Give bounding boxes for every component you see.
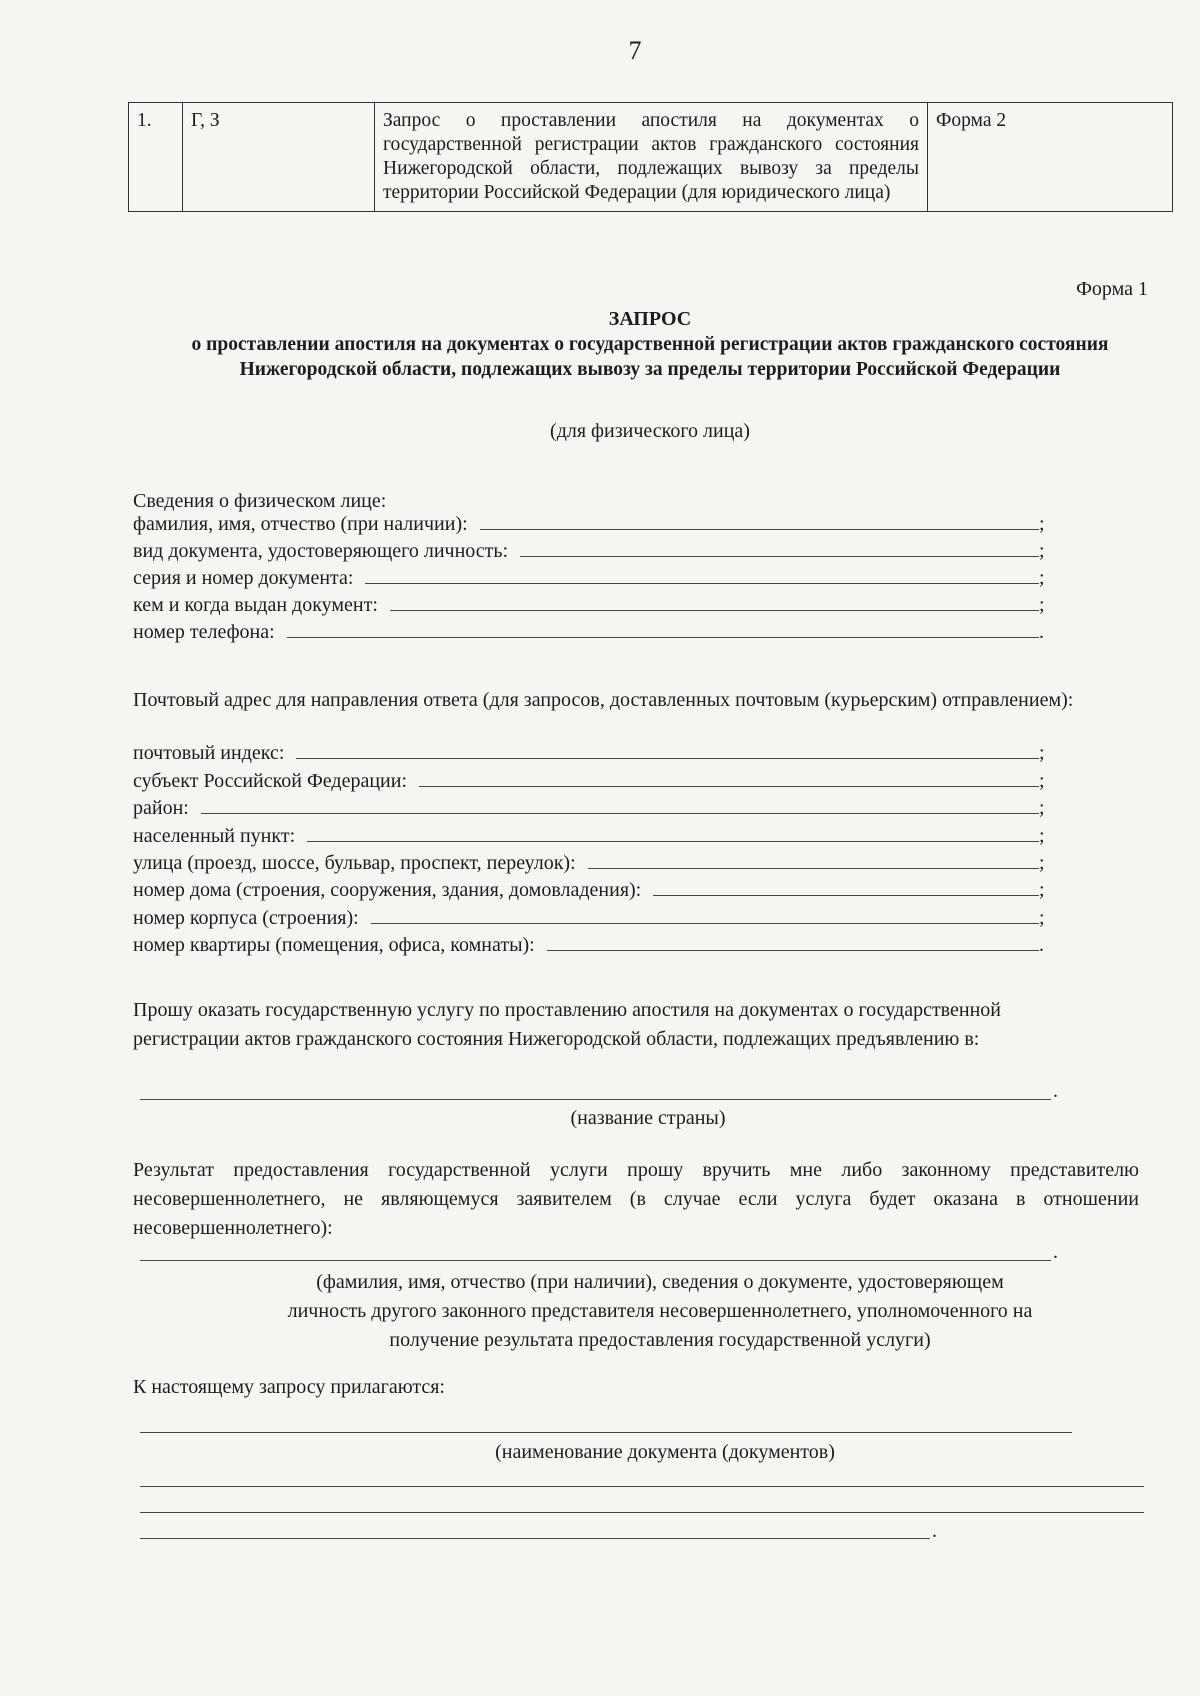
- field-label: улица (проезд, шоссе, бульвар, проспект, переулок):: [133, 852, 576, 874]
- attachments-caption: (наименование документа (документов): [495, 1441, 835, 1463]
- apartment-number-field[interactable]: номер квартиры (помещения, офиса, комнаты): .: [133, 934, 1044, 956]
- form-reference-table: [128, 102, 1173, 212]
- document-subtitle-note: (для физического лица): [550, 420, 750, 442]
- person-section-heading: Сведения о физическом лице:: [133, 490, 387, 512]
- field-label: номер квартиры (помещения, офиса, комнаты):: [133, 934, 535, 956]
- field-label: почтовый индекс:: [133, 742, 285, 764]
- field-label: номер телефона:: [133, 621, 275, 643]
- field-label: номер дома (строения, сооружения, здания, домовладения):: [133, 879, 642, 901]
- field-label: район:: [133, 797, 189, 819]
- building-number-field[interactable]: номер корпуса (строения): ;: [133, 907, 1045, 929]
- attachments-line-end: .: [932, 1520, 937, 1542]
- document-title: ЗАПРОС: [608, 308, 692, 330]
- representative-input-line[interactable]: [140, 1260, 1051, 1261]
- attachment-input-line-3[interactable]: [140, 1512, 1144, 1513]
- row-description: Запрос о проставлении апостиля на документах о государственной регистрации актов гражданского состояния Нижегородской области, подлежащих вывозу за пределы территории Российской Федерации (для юридического лица): [375, 103, 928, 212]
- address-section-heading: Почтовый адрес для направления ответа (для запросов, доставленных почтовым (курьерским) отправлением):: [133, 689, 1074, 711]
- street-field[interactable]: улица (проезд, шоссе, бульвар, проспект, переулок): ;: [133, 852, 1045, 874]
- locality-field[interactable]: населенный пункт: ;: [133, 825, 1045, 847]
- table-row: [129, 103, 1173, 212]
- representative-line-end: .: [1053, 1241, 1058, 1263]
- field-label: населенный пункт:: [133, 825, 296, 847]
- field-label: номер корпуса (строения):: [133, 907, 359, 929]
- attachment-input-line-1[interactable]: [140, 1432, 1072, 1433]
- field-label: кем и когда выдан документ:: [133, 594, 378, 616]
- field-label: фамилия, имя, отчество (при наличии):: [133, 513, 468, 535]
- document-subtitle: о проставлении апостиля на документах о государственной регистрации актов гражданского состояния Нижегородской области, подлежащих вывозу за пределы территории Российской Федерации: [191, 334, 1109, 380]
- field-label: серия и номер документа:: [133, 567, 354, 589]
- page-number: 7: [628, 36, 642, 65]
- attachments-heading: К настоящему запросу прилагаются:: [133, 1376, 445, 1398]
- federal-subject-field[interactable]: субъект Российской Федерации: ;: [133, 770, 1045, 792]
- row-form: Форма 2: [928, 103, 1173, 212]
- document-series-number-field[interactable]: серия и номер документа: ;: [133, 567, 1045, 589]
- country-line-end: .: [1053, 1080, 1058, 1102]
- result-request-text: Результат предоставления государственной услуги прошу вручить мне либо законному представителю несовершеннолетнего, не являющемуся заявителем (в случае если услуга будет оказана в отношении несовершеннолетнего):: [133, 1159, 1139, 1239]
- id-document-type-field[interactable]: вид документа, удостоверяющего личность: ;: [133, 540, 1045, 562]
- country-input-line[interactable]: [140, 1099, 1051, 1100]
- row-codes: Г, З: [183, 103, 375, 212]
- attachment-input-line-4[interactable]: [140, 1538, 930, 1539]
- service-request-text: Прошу оказать государственную услугу по проставлению апостиля на документах о государственной регистрации актов гражданского состояния Нижегородской области, подлежащих предъявлению в:: [133, 999, 1001, 1050]
- field-label: субъект Российской Федерации:: [133, 770, 408, 792]
- field-label: вид документа, удостоверяющего личность:: [133, 540, 509, 562]
- row-number: 1.: [129, 103, 183, 212]
- attachment-input-line-2[interactable]: [140, 1486, 1144, 1487]
- country-caption: (название страны): [570, 1107, 726, 1129]
- postal-code-field[interactable]: почтовый индекс: ;: [133, 742, 1045, 764]
- document-issuer-field[interactable]: кем и когда выдан документ: ;: [133, 594, 1045, 616]
- representative-caption: (фамилия, имя, отчество (при наличии), сведения о документе, удостоверяющем личность другого законного представителя несовершеннолетнего, уполномоченного на получение результата предоставления государственной услуги): [287, 1271, 1033, 1351]
- district-field[interactable]: район: ;: [133, 797, 1045, 819]
- house-number-field[interactable]: номер дома (строения, сооружения, здания, домовладения): ;: [133, 879, 1045, 901]
- phone-number-field[interactable]: номер телефона: .: [133, 621, 1044, 643]
- form-label: Форма 1: [1076, 278, 1148, 300]
- full-name-field[interactable]: фамилия, имя, отчество (при наличии): ;: [133, 513, 1045, 535]
